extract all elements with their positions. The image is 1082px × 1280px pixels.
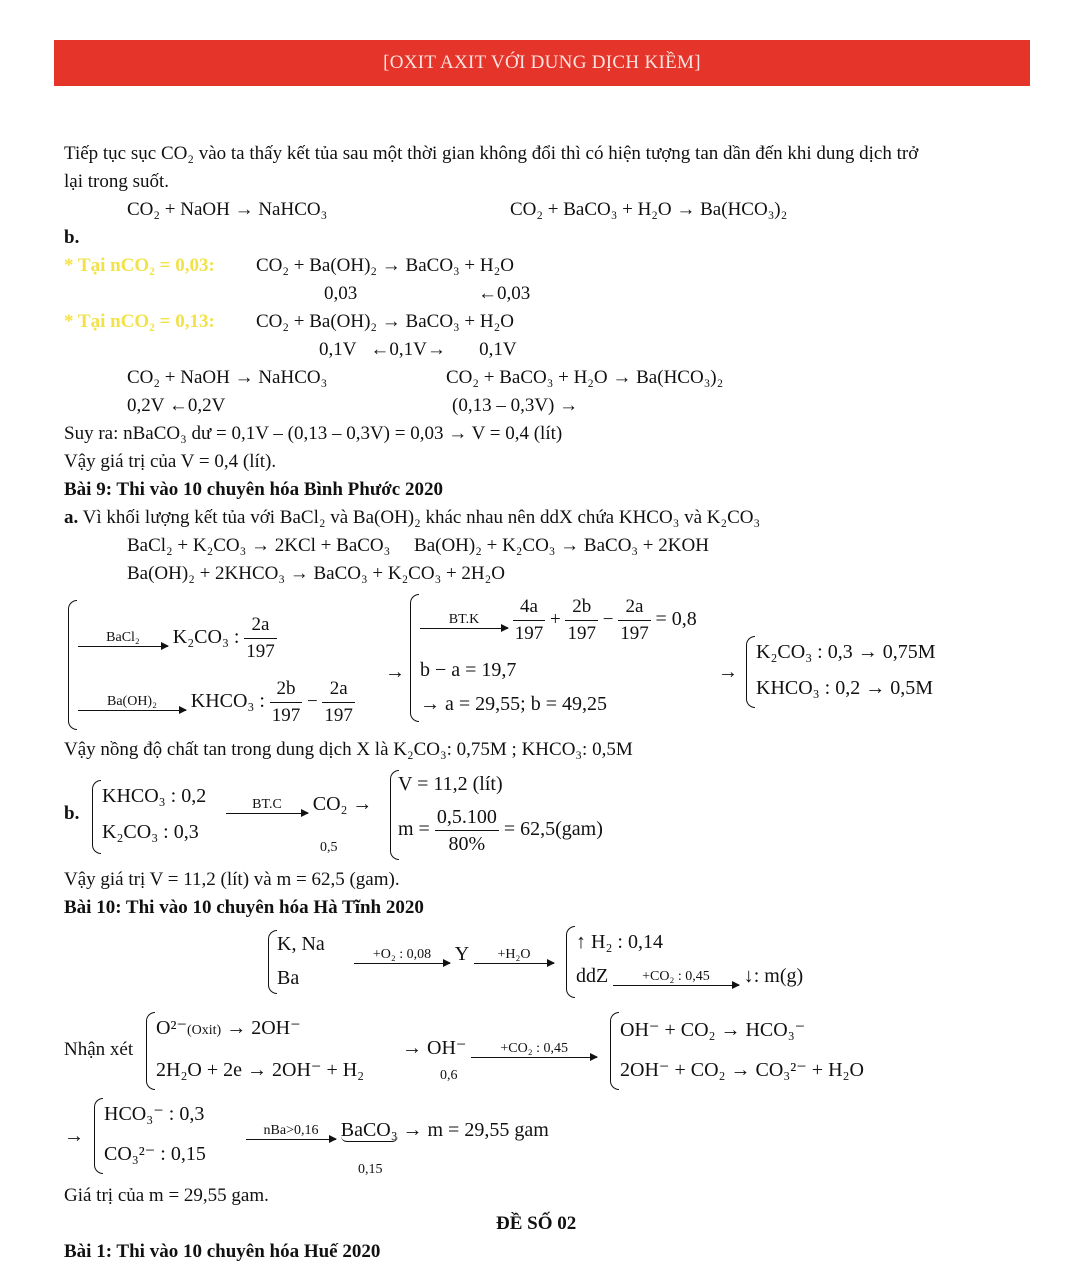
reaction-arrow (78, 694, 186, 711)
species: K₂CO₃ : (172, 625, 240, 648)
numerator: 0,5.100 (435, 804, 499, 831)
species: K₂CO₃ : 0,3 (102, 821, 199, 843)
highlight-note: * Tại nCO₂ = 0,03: (64, 255, 215, 276)
species: CO₃²⁻ : 0,15 (104, 1143, 206, 1165)
system-row (78, 676, 355, 729)
explanation: Vì khối lượng kết tủa với BaCl₂ và Ba(OH)₂ khác nhau nên ddX chứa KHCO₃ và K₂CO₃ (78, 507, 761, 528)
numerator: 2a (322, 676, 355, 703)
reaction-arrow (246, 1123, 336, 1140)
fraction (435, 804, 499, 857)
reaction-arrow (226, 797, 308, 814)
system-row (78, 612, 277, 665)
part-label: b. (64, 227, 80, 248)
arrow: → (64, 1125, 84, 1147)
equation: → a = 29,55; b = 49,25 (420, 693, 607, 715)
brace (68, 600, 77, 730)
fraction (322, 676, 355, 729)
equation: CO₂ + Ba(OH)₂ → BaCO₃ + H₂O (256, 255, 514, 276)
conclusion: Giá trị của m = 29,55 gam. (64, 1185, 269, 1206)
part-a-text (64, 506, 760, 530)
part-label: a. (64, 507, 79, 528)
equation: Ba(OH)₂ + 2KHCO₃ → BaCO₃ + K₂CO₃ + 2H₂O (127, 563, 505, 584)
reaction-arrow (471, 1041, 597, 1058)
fraction (565, 594, 598, 647)
numerator: 4a (513, 594, 546, 621)
operator: + (550, 608, 561, 630)
reaction-arrow (420, 612, 508, 629)
equation: CO₂ + BaCO₃ + H₂O → Ba(HCO₃)₂ (510, 199, 788, 220)
reaction-arrow (474, 947, 554, 964)
species: Ba (277, 967, 300, 989)
arrow-label: +O₂ : 0,08 (372, 947, 432, 963)
brace (410, 594, 419, 722)
equation: CO₂ + Ba(OH)₂ → BaCO₃ + H₂O (256, 311, 514, 332)
equation: V = 11,2 (lít) (398, 773, 503, 795)
problem-title: Bài 10: Thi vào 10 chuyên hóa Hà Tĩnh 2020 (64, 897, 424, 918)
equation: 2OH⁻ + CO₂ → CO₃²⁻ + H₂O (620, 1059, 864, 1081)
arrow-label: +H₂O (497, 947, 531, 963)
equation (398, 804, 603, 857)
problem-title: Bài 9: Thi vào 10 chuyên hóa Bình Phước 2020 (64, 479, 443, 500)
species: → OH⁻ (402, 1037, 467, 1059)
numerator: 2a (618, 594, 651, 621)
species: ddZ (576, 965, 609, 987)
species-note: (Oxit) (187, 1023, 222, 1038)
arrow-label: Ba(OH)₂ (107, 694, 157, 709)
result: → m = 29,55 gam (402, 1119, 549, 1141)
arrow: → (718, 661, 738, 683)
label: Nhận xét (64, 1039, 134, 1060)
label: m = (398, 818, 430, 841)
arrow-label: BT.K (448, 612, 480, 627)
reaction-arrow (613, 969, 739, 986)
arrow-label: +CO₂ : 0,45 (500, 1041, 569, 1057)
brace (566, 926, 575, 998)
value: = 0,8 (655, 607, 697, 630)
brace (92, 780, 101, 854)
system-row (402, 1036, 597, 1061)
exam-title: ĐỀ SỐ 02 (496, 1213, 577, 1234)
intro-line-1: Tiếp tục sục CO₂ vào ta thấy kết tủa sau một thời gian không đổi thì có hiện tượng tan dần đến khi dung dịch trở (64, 143, 919, 164)
fraction (618, 594, 651, 647)
conclusion: Vậy giá trị của V = 0,4 (lít). (64, 451, 277, 472)
mol-value: 0,2V ←0,2V (127, 395, 226, 416)
equation: CO₂ + NaOH → NaHCO₃ (127, 367, 328, 388)
result: K₂CO₃ : 0,3 → 0,75M (756, 641, 936, 663)
denominator: 197 (271, 705, 301, 726)
section-banner: [OXIT AXIT VỚI DUNG DỊCH KIỀM] (54, 40, 1030, 86)
equation: BaCl₂ + K₂CO₃ → 2KCl + BaCO₃ Ba(OH)₂ + K₂CO₃ → BaCO₃ + 2KOH (127, 535, 709, 556)
numerator: 2b (565, 594, 598, 621)
conclusion: Vậy nồng độ chất tan trong dung dịch X là K₂CO₃: 0,75M ; KHCO₃: 0,5M (64, 739, 633, 760)
brace (94, 1098, 103, 1174)
denominator: 197 (246, 641, 275, 662)
mol-value: 0,1V ←0,1V→ 0,1V (319, 339, 517, 360)
brace (610, 1012, 619, 1090)
equation (156, 1016, 301, 1043)
product: ↓: m(g) (743, 965, 804, 987)
species: HCO₃⁻ : 0,3 (104, 1103, 205, 1125)
equation: CO₂ + NaOH → NaHCO₃ (127, 199, 328, 220)
arrow-label: nBa>0,16 (263, 1123, 319, 1139)
mol-value: 0,5 (320, 840, 338, 855)
mol-value: ←0,03 (478, 283, 531, 304)
mol-value: (0,13 – 0,3V) → (452, 395, 579, 416)
species: K, Na (277, 933, 325, 955)
denominator: 197 (620, 623, 649, 644)
numerator: 2b (270, 676, 303, 703)
arrow-label: BT.C (252, 797, 282, 813)
system-row (226, 792, 372, 817)
derivation: Suy ra: nBaCO₃ dư = 0,1V – (0,13 – 0,3V) = 0,03 → V = 0,4 (lít) (64, 423, 563, 444)
system-row (420, 594, 697, 647)
species: Y (454, 943, 470, 965)
reaction-arrow (78, 630, 168, 647)
denominator: 197 (567, 623, 596, 644)
species: KHCO₃ : (190, 689, 265, 712)
highlight-note: * Tại nCO₂ = 0,13: (64, 311, 215, 332)
fraction (244, 612, 277, 665)
part-label: b. (64, 803, 80, 824)
denominator: 197 (324, 705, 353, 726)
mol-value: 0,03 (324, 283, 358, 304)
brace (746, 636, 755, 708)
brace (268, 930, 277, 994)
equation: b − a = 19,7 (420, 659, 517, 681)
arrow-label: BaCl₂ (106, 630, 140, 645)
system-row (354, 942, 554, 967)
equation: 2H₂O + 2e → 2OH⁻ + H₂ (156, 1059, 365, 1081)
fraction (270, 676, 303, 729)
equation: OH⁻ + CO₂ → HCO₃⁻ (620, 1019, 806, 1041)
arrow-label: +CO₂ : 0,45 (642, 969, 710, 985)
value: = 62,5(gam) (503, 818, 603, 841)
species: CO₂ (312, 793, 348, 815)
species: KHCO₃ : 0,2 (102, 785, 207, 807)
system-row (246, 1118, 549, 1143)
denominator: 197 (514, 623, 544, 644)
product: ↑ H₂ : 0,14 (576, 931, 663, 953)
fraction (513, 594, 546, 647)
species: → 2OH⁻ (226, 1017, 301, 1039)
numerator: 2a (244, 612, 277, 639)
problem-title: Bài 1: Thi vào 10 chuyên hóa Huế 2020 (64, 1241, 381, 1262)
conclusion: Vậy giá trị V = 11,2 (lít) và m = 62,5 (gam). (64, 869, 400, 890)
arrow: → (385, 661, 405, 683)
denominator: 80% (448, 833, 486, 855)
intro-line-2: lại trong suốt. (64, 171, 170, 192)
brace (146, 1012, 155, 1090)
equation: CO₂ + BaCO₃ + H₂O → Ba(HCO₃)₂ (446, 367, 724, 388)
operator: − (306, 690, 318, 712)
result: KHCO₃ : 0,2 → 0,5M (756, 677, 933, 699)
mol-value: 0,15 (358, 1162, 383, 1177)
species: O²⁻ (156, 1017, 187, 1039)
reaction-arrow (354, 947, 450, 964)
mol-value: 0,6 (440, 1068, 458, 1083)
arrow: → (352, 793, 373, 815)
system-row (576, 964, 803, 989)
species: BaCO₃ (340, 1119, 398, 1141)
operator: − (602, 608, 614, 630)
